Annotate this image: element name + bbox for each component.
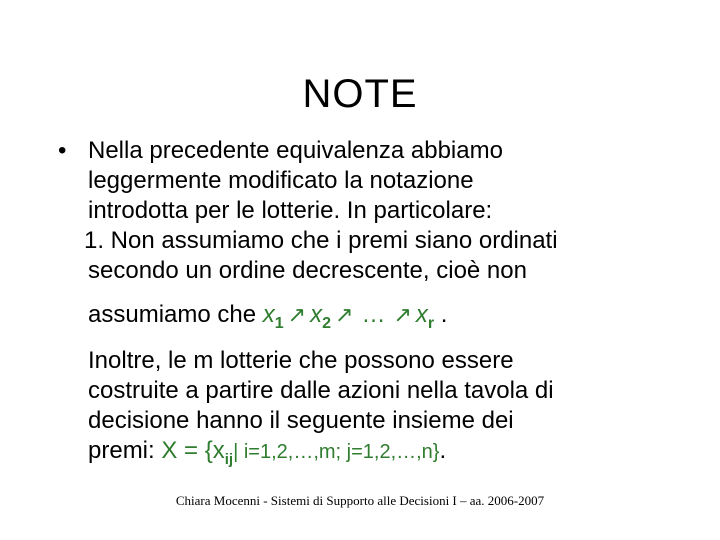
preference-symbol-3: ↗ <box>393 302 412 327</box>
prize-set-prefix: premi: <box>88 437 162 464</box>
subscript-2: 2 <box>322 315 331 332</box>
para2-line-3: decisione hanno il seguente insieme dei <box>88 407 514 434</box>
slide-footer: Chiara Mocenni - Sistemi di Supporto alle Decisioni I – aa. 2006-2007 <box>175 493 545 508</box>
item1-line-2: secondo un ordine decrescente, cioè non <box>88 257 527 284</box>
preference-symbol-2: ↗ <box>335 302 354 327</box>
variable-x1: x <box>262 301 275 328</box>
variable-x2: x <box>310 301 323 328</box>
item1-line-1: 1. Non assumiamo che i premi siano ordinati <box>84 227 558 254</box>
ellipsis: … <box>361 301 386 328</box>
prize-set-subscript: ij <box>224 451 234 468</box>
para2-line-1: Inoltre, le m lotterie che possono essere <box>88 347 514 374</box>
bullet-paragraph <box>58 136 698 226</box>
bullet-line-1: Nella precedente equivalenza abbiamo <box>88 137 503 164</box>
prize-set-lhs: X = {x <box>161 437 225 464</box>
paragraph-2 <box>88 346 708 475</box>
formula-prefix: assumiamo che <box>88 301 263 328</box>
prize-set-condition: | i=1,2,…,m; j=1,2,…,n} <box>233 441 440 463</box>
para2-line-2: costruite a partire dalle azioni nella tavola di <box>88 377 554 404</box>
ordering-formula-line <box>88 300 708 339</box>
bullet-row <box>58 136 698 226</box>
preference-symbol-1: ↗ <box>287 302 307 327</box>
formula-end: . <box>434 301 448 328</box>
prize-set-end: . <box>439 437 447 464</box>
slide-title: NOTE <box>302 72 418 116</box>
prize-set-formula <box>88 436 708 475</box>
bullet-line-3: introdotta per le lotterie. In particolare: <box>88 197 493 224</box>
numbered-item-1 <box>84 226 708 286</box>
variable-xr: x <box>415 301 428 328</box>
bullet-marker: • <box>58 137 67 164</box>
bullet-line-2: leggermente modificato la notazione <box>88 167 474 194</box>
subscript-1: 1 <box>274 315 284 332</box>
subscript-r: r <box>427 315 435 332</box>
